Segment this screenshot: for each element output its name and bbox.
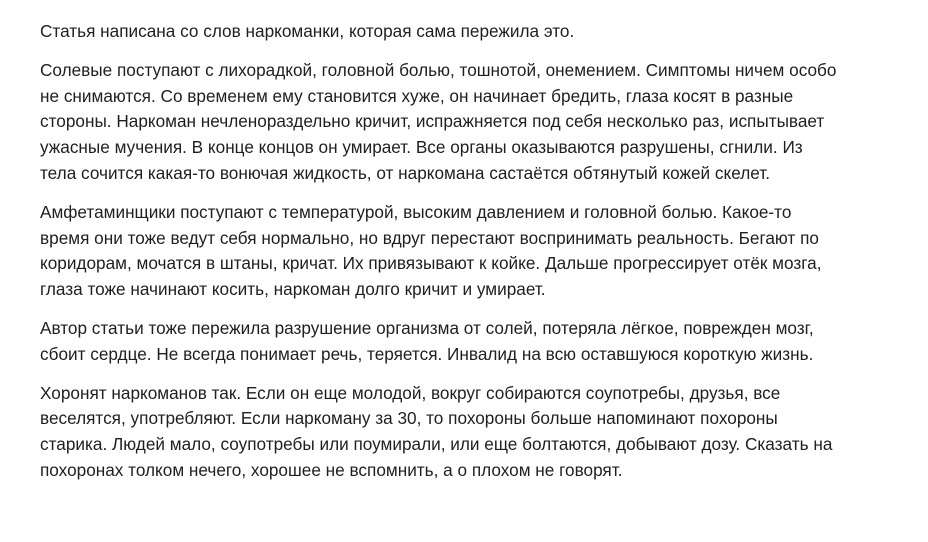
text-line: Амфетаминщики поступают с температурой, высоким давлением и головной болью. Какое-то <box>40 201 792 222</box>
text-line: сбоит сердце. Не всегда понимает речь, теряется. Инвалид на всю оставшуюся короткую жизнь. <box>40 343 814 364</box>
text-line: старика. Людей мало, соупотребы или поумирали, или еще болтаются, добывают дозу. Сказать на <box>40 434 833 455</box>
paragraph-amphetamines <box>40 200 908 303</box>
text-line: глаза тоже начинают косить, наркоман долго кричит и умирает. <box>40 279 546 300</box>
text-line: Солевые поступают с лихорадкой, головной болью, тошнотой, онемением. Симптомы ничем особо <box>40 59 837 80</box>
text-line: стороны. Наркоман нечленораздельно кричит, испражняется под себя несколько раз, испытывает <box>40 111 825 132</box>
paragraph-intro <box>40 19 908 45</box>
text-line: Хоронят наркоманов так. Если он еще молодой, вокруг собираются соупотребы, друзья, все <box>40 382 781 403</box>
paragraph-funerals <box>40 381 908 484</box>
text-line: Статья написана со слов наркоманки, которая сама пережила это. <box>40 21 575 41</box>
text-line: тела сочится какая-то вонючая жидкость, от наркомана састаётся обтянутый кожей скелет. <box>40 162 770 183</box>
text-line: веселятся, употребляют. Если наркоману за 30, то похороны больше напоминают похороны <box>40 408 778 429</box>
text-line: похоронах толком нечего, хорошее не вспомнить, а о плохом не говорят. <box>40 459 623 480</box>
paragraph-author <box>40 316 908 368</box>
text-line: Автор статьи тоже пережила разрушение организма от солей, потеряла лёгкое, поврежден мозг, <box>40 317 814 338</box>
text-line: ужасные мучения. В конце концов он умирает. Все органы оказываются разрушены, сгнили. Из <box>40 137 803 158</box>
paragraph-salts <box>40 58 908 187</box>
text-line: не снимаются. Со временем ему становится хуже, он начинает бредить, глаза косят в разные <box>40 85 794 106</box>
text-line: коридорам, мочатся в штаны, кричат. Их привязывают к койке. Дальше прогрессирует отёк мозга, <box>40 253 822 274</box>
text-line: время они тоже ведут себя нормально, но вдруг перестают воспринимать реальность. Бегают по <box>40 227 819 248</box>
